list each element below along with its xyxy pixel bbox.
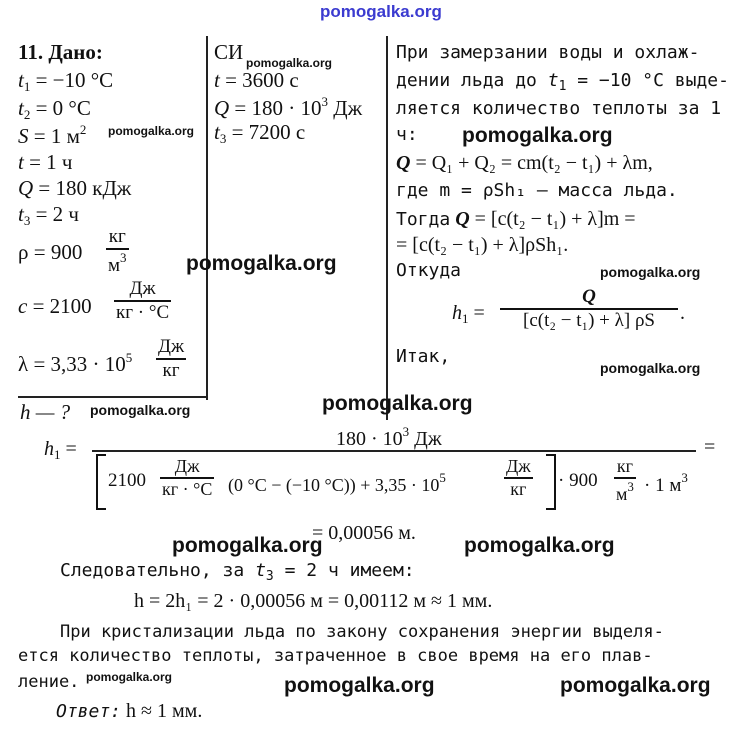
solution-line-7: Тогда Q = [c(t₂ − t₁) + λ]m = xyxy=(396,208,636,230)
si-Q: $Q = 180 \cdot 10^3$ Дж xyxy=(214,94,363,120)
conclusion-para-3: ление. xyxy=(18,672,80,692)
solution-line-6: где m = ρSh₁ — масса льда. xyxy=(396,180,678,201)
watermark-small: pomogalka.org xyxy=(600,264,701,280)
given-find: h — ? xyxy=(20,400,71,424)
h1-period: . xyxy=(680,302,685,324)
calc-c-unit: Дж кг · °C xyxy=(162,456,213,499)
solution-line-2: дении льда до $t_1 = -10$ °C выде- xyxy=(396,70,729,94)
watermark: pomogalka.org xyxy=(322,392,473,415)
watermark-small: pomogalka.org xyxy=(108,124,195,138)
solution-line-1: При замерзании воды и охлаж- xyxy=(396,42,700,63)
given-S: S = 1 $м^2$ xyxy=(18,122,87,148)
calc-lambda-unit: Дж кг xyxy=(506,456,531,499)
given-Q: Q = 180 кДж xyxy=(18,176,132,200)
solution-itak: Итак, xyxy=(396,346,451,367)
conclusion-para-1: При кристализации льда по закону сохранения энергии выделя- xyxy=(60,622,664,642)
calc-fraction-bar xyxy=(92,450,696,452)
watermark-small: pomogalka.org xyxy=(600,360,701,376)
watermark: pomogalka.org xyxy=(464,534,615,557)
si-t: t = 3600 с xyxy=(214,68,299,92)
watermark: pomogalka.org xyxy=(462,124,613,147)
given-t: t = 1 ч xyxy=(18,150,73,174)
watermark-small: pomogalka.org xyxy=(90,402,191,418)
given-title: 11. Дано: xyxy=(18,40,103,64)
solution-line-9: Откуда xyxy=(396,260,462,281)
given-si-divider xyxy=(206,36,208,400)
calc-c: 2100 xyxy=(108,470,146,491)
solution-line-5: Q = Q₁ + Q₂ = cm(t₂ − t₁) + λm, xyxy=(396,152,653,174)
given-lambda-unit: Дж кг xyxy=(158,336,185,381)
given-lambda: $\lambda = 3,33 \cdot 10^5$ xyxy=(18,350,133,376)
answer: Ответ: h ≈ 1 мм. xyxy=(56,700,203,722)
given-t1: $t_1 = -10$ °C xyxy=(18,68,114,94)
given-c: c = 2100 xyxy=(18,294,92,318)
calc-temps: (0 °C − (−10 $^\circ C)) + 3,35 \cdot 10^5$ xyxy=(228,470,446,495)
calc-equals: = xyxy=(704,436,716,458)
si-title: СИ xyxy=(214,40,244,64)
given-find-divider xyxy=(18,396,208,398)
calc-rho-unit: кг $м^3$ xyxy=(616,456,634,504)
h1-formula: Q [c(t₂ − t₁) + λ] ρS xyxy=(500,286,678,332)
si-solution-divider xyxy=(386,36,388,420)
watermark: pomogalka.org xyxy=(560,674,711,697)
calc-h1-label: $h_1$ = xyxy=(44,438,77,462)
given-t2: $t_2 = 0$ °C xyxy=(18,96,91,122)
conclusion-line-1: Следовательно, за $t_3 = 2$ ч имеем: xyxy=(60,560,415,584)
solution-line-8: = [c(t₂ − t₁) + λ]ρSh₁. xyxy=(396,234,569,256)
si-t3: $t_3 = 7200$ с xyxy=(214,120,306,146)
watermark: pomogalka.org xyxy=(172,534,323,557)
conclusion-line-2: h = 2h₁ = 2 · 0,00056 м = 0,00112 м ≈ 1 мм. xyxy=(134,590,493,612)
watermark-small: pomogalka.org xyxy=(246,56,333,70)
header-watermark: pomogalka.org xyxy=(320,2,442,21)
calc-S: · 1 $м^3$ xyxy=(644,470,688,496)
given-rho: ρ = 900 xyxy=(18,240,83,264)
calc-result: = 0,00056 м. xyxy=(312,522,416,544)
calc-numerator: $180 \cdot 10^3$ Дж xyxy=(336,424,442,450)
given-rho-unit: кг $м^3$ xyxy=(108,226,127,276)
calc-rho: · 900 xyxy=(558,470,598,491)
watermark-small: pomogalka.org xyxy=(86,670,173,684)
solution-line-3: ляется количество теплоты за 1 xyxy=(396,98,722,119)
watermark: pomogalka.org xyxy=(186,252,337,275)
solution-line-4: ч: xyxy=(396,124,418,145)
given-c-unit: Дж кг · °C xyxy=(116,278,170,323)
h1-label: $h_1$ = xyxy=(452,302,485,326)
conclusion-para-2: ется количество теплоты, затраченное в свое время на его плав- xyxy=(18,646,653,666)
given-t3: $t_3 = 2$ ч xyxy=(18,202,79,228)
watermark: pomogalka.org xyxy=(284,674,435,697)
